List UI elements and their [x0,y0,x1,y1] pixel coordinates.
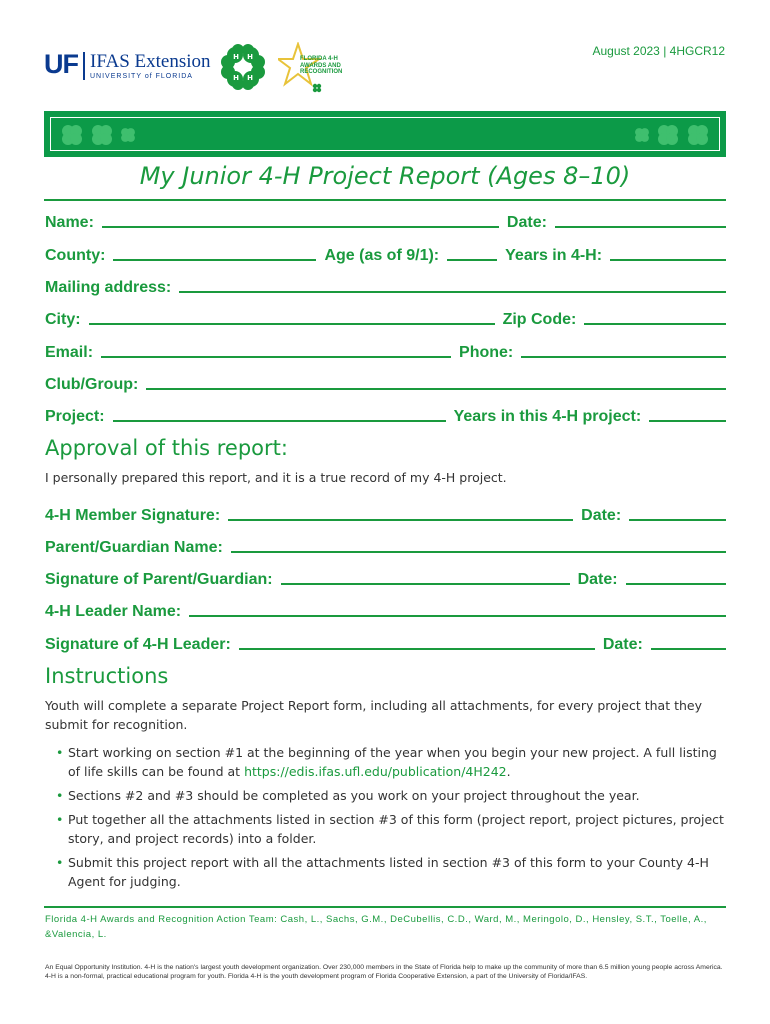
county-age-years-row [45,243,726,265]
svg-text:H: H [233,74,239,82]
mailing-address-label: Mailing address: [45,279,172,296]
page-title: My Junior 4-H Project Report (Ages 8–10) [139,162,631,190]
city-field[interactable] [89,323,495,325]
legal-notice: An Equal Opportunity Institution. 4-H is the nation's largest youth development organization. Over 230,000 members in the State of Florida help to make up the community of more than 6.5 million young people across America. 4-H is a non-formal, practical educational program for youth. Florida 4-H is the youth development program of Florida Cooperative Extension, a part of the University of Florida/IFAS. [45,964,723,980]
zip-code-field[interactable] [584,323,726,325]
instructions-heading: Instructions [45,664,169,688]
clover-icon [59,122,85,148]
leader-date-field[interactable] [651,648,726,650]
leader-name-row [45,599,726,621]
years-in-4h-label: Years in 4-H: [505,247,603,264]
list-item: • Start working on section #1 at the beginning of the year when you begin your new project. A full listing of life skills can be found at https://edis.ifas.ufl.edu/publication/4H242. [56,743,726,781]
svg-text:H: H [247,74,253,82]
page-header [0,0,770,110]
parent-signature-label: Signature of Parent/Guardian: [45,571,273,588]
date-field[interactable] [555,226,726,228]
university-text: UNIVERSITY of FLORIDA [90,73,193,80]
phone-field[interactable] [521,356,726,358]
clover-icon [633,122,651,148]
city-zip-row [45,307,726,329]
leader-signature-label: Signature of 4-H Leader: [45,636,231,653]
club-group-label: Club/Group: [45,376,139,393]
parent-name-label: Parent/Guardian Name: [45,539,223,556]
leader-signature-row [45,632,726,654]
parent-date-label: Date: [577,571,618,588]
banner-clovers-right [633,122,711,148]
awards-logo-text: FLORIDA 4-H AWARDS AND RECOGNITION [300,56,343,75]
years-in-project-field[interactable] [649,420,726,422]
phone-label: Phone: [459,344,514,361]
name-field[interactable] [102,226,499,228]
instructions-list [56,743,726,896]
county-label: County: [45,247,106,264]
instructions-intro: Youth will complete a separate Project Report form, including all attachments, for every project that they submit for recognition. [45,698,702,732]
clover-banner [44,111,726,157]
action-team-credits: Florida 4-H Awards and Recognition Action Team: Cash, L., Sachs, G.M., DeCubellis, C.D., Ward, M., Meringolo, D., Hensley, S.T., Toelle, A., &Valencia, L. [45,914,707,940]
leader-name-label: 4-H Leader Name: [45,603,182,620]
email-label: Email: [45,344,94,361]
parent-name-field[interactable] [231,551,726,553]
clover-icon [89,122,115,148]
project-field[interactable] [113,420,446,422]
4h-clover-logo-icon [218,42,268,92]
member-date-field[interactable] [629,519,726,521]
project-row [45,404,726,426]
member-signature-label: 4-H Member Signature: [45,507,221,524]
approval-statement: I personally prepared this report, and it is a true record of my 4-H project. [45,470,507,485]
parent-signature-field[interactable] [281,583,570,585]
member-date-label: Date: [581,507,622,524]
uf-mark: UF [44,49,78,79]
county-field[interactable] [113,259,316,261]
zip-code-label: Zip Code: [502,311,577,328]
club-group-row [45,372,726,394]
life-skills-link[interactable]: https://edis.ifas.ufl.edu/publication/4H242 [244,764,507,779]
member-signature-field[interactable] [228,519,573,521]
approval-heading: Approval of this report: [45,436,288,460]
name-date-row [45,210,726,232]
leader-date-label: Date: [602,636,643,653]
leader-signature-field[interactable] [239,648,595,650]
years-in-project-label: Years in this 4-H project: [453,408,642,425]
parent-signature-row [45,567,726,589]
title-divider [44,199,726,201]
publication-date-code: August 2023 | 4HGCR12 [592,44,725,58]
age-label: Age (as of 9/1): [324,247,440,264]
clover-icon [119,122,137,148]
clover-icon [655,122,681,148]
clover-icon [685,122,711,148]
years-in-4h-field[interactable] [610,259,726,261]
svg-text:H: H [233,53,239,61]
list-item: • Submit this project report with all the attachments listed in section #3 of this form to your County 4-H Agent for judging. [56,853,726,891]
city-label: City: [45,311,81,328]
list-item: • Sections #2 and #3 should be completed as you work on your project throughout the year. [56,786,726,805]
parent-date-field[interactable] [626,583,726,585]
age-field[interactable] [447,259,497,261]
uf-ifas-logo [44,49,211,80]
email-phone-row [45,340,726,362]
parent-name-row [45,535,726,557]
member-signature-row [45,503,726,525]
list-item: • Put together all the attachments listed in section #3 of this form (project report, project pictures, project story, and project records) into a folder. [56,810,726,848]
email-field[interactable] [101,356,451,358]
leader-name-field[interactable] [189,615,726,617]
svg-text:H: H [247,53,253,61]
footer-divider [44,906,726,908]
project-label: Project: [45,408,105,425]
name-label: Name: [45,214,94,231]
club-group-field[interactable] [146,388,726,390]
date-label: Date: [506,214,547,231]
mailing-address-field[interactable] [179,291,726,293]
mailing-address-row [45,275,726,297]
banner-clovers-left [59,122,137,148]
ifas-extension-text: IFAS Extension [90,51,211,72]
